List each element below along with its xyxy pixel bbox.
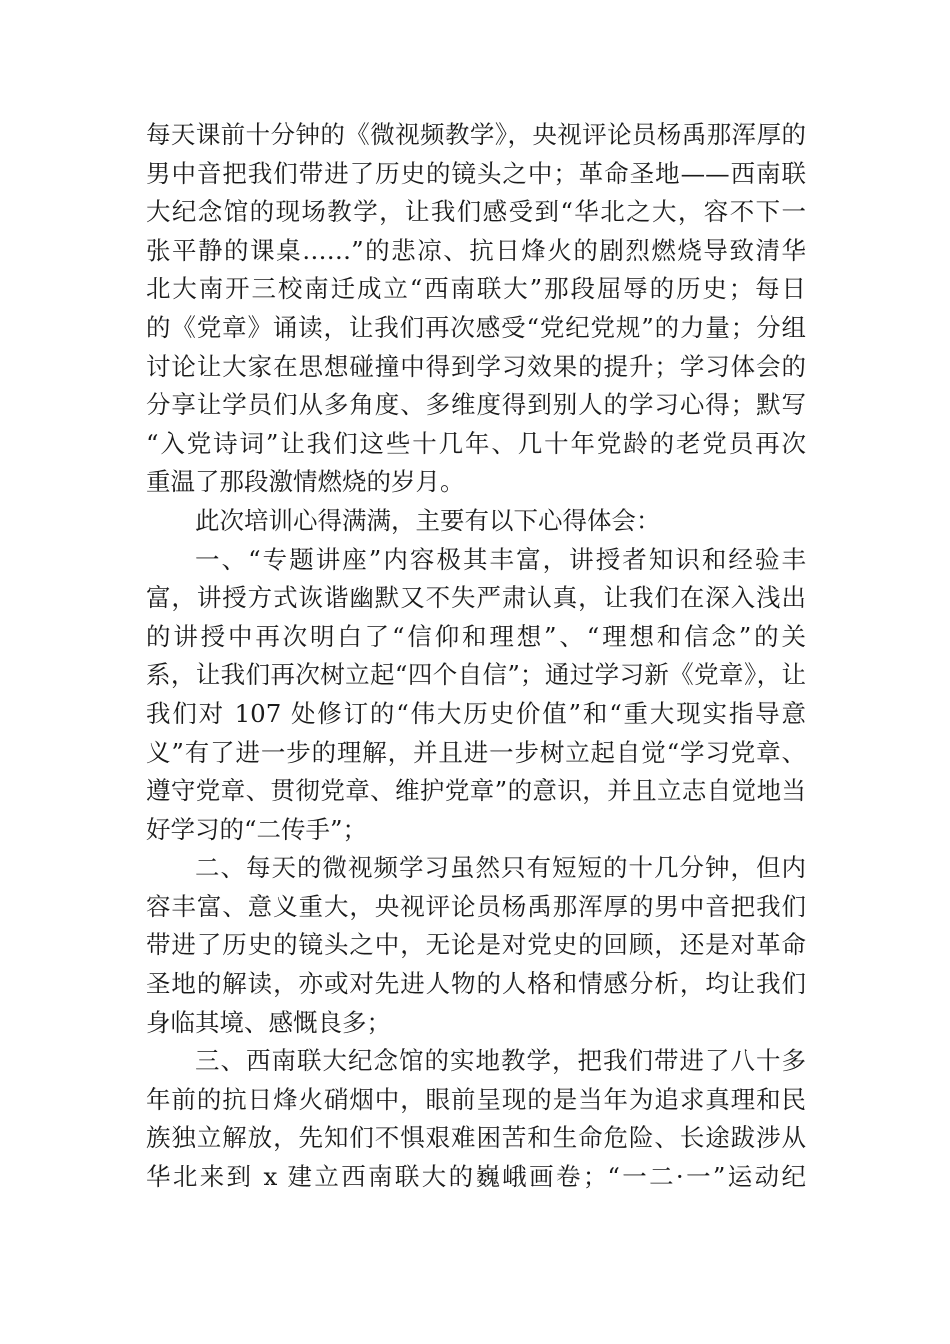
text-line: 分享让学员们从多角度、多维度得到别人的学习心得；默写	[146, 390, 806, 420]
paragraph	[146, 1042, 806, 1196]
text-line: 好学习的“二传手”；	[146, 814, 368, 844]
text-line: 大纪念馆的现场教学，让我们感受到“华北之大，容不下一	[146, 197, 806, 227]
text-line: 此次培训心得满满，主要有以下心得体会：	[195, 505, 661, 535]
text-line: 二、每天的微视频学习虽然只有短短的十几分钟，但内	[195, 853, 806, 883]
text-line: 遵守党章、贯彻党章、维护党章”的意识，并且立志自觉地当	[146, 776, 806, 806]
text-line: 容丰富、意义重大，央视评论员杨禹那浑厚的男中音把我们	[146, 891, 806, 921]
text-line: 圣地的解读，亦或对先进人物的人格和情感分析，均让我们	[146, 969, 806, 999]
text-line: 北大南开三校南迁成立“西南联大”那段屈辱的历史；每日	[146, 274, 806, 304]
paragraph	[146, 502, 806, 541]
text-line: 张平静的课桌……”的悲凉、抗日烽火的剧烈燃烧导致清华	[146, 235, 806, 265]
paragraph	[146, 116, 806, 502]
text-line: 的《党章》诵读，让我们再次感受“党纪党规”的力量；分组	[146, 312, 806, 342]
text-line: 的讲授中再次明白了“信仰和理想”、“理想和信念”的关	[146, 621, 806, 651]
text-line: 重温了那段激情燃烧的岁月。	[146, 467, 465, 497]
document-body	[146, 116, 806, 1197]
paragraph	[146, 541, 806, 850]
text-line: 族独立解放，先知们不惧艰难困苦和生命危险、长途跋涉从	[146, 1123, 806, 1153]
text-line: 三、西南联大纪念馆的实地教学，把我们带进了八十多	[195, 1046, 806, 1076]
text-line: 每天课前十分钟的《微视频教学》，央视评论员杨禹那浑厚的	[146, 120, 806, 149]
text-line: 华北来到 x 建立西南联大的巍峨画卷；“一二·一”运动纪	[146, 1162, 806, 1192]
text-line: 富，讲授方式诙谐幽默又不失严肃认真，让我们在深入浅出	[146, 583, 806, 613]
text-line: “入党诗词”让我们这些十几年、几十年党龄的老党员再次	[146, 428, 806, 458]
text-line: 一、“专题讲座”内容极其丰富，讲授者知识和经验丰	[195, 544, 806, 574]
text-line: 身临其境、感慨良多；	[146, 1007, 391, 1037]
text-line: 系，让我们再次树立起“四个自信”；通过学习新《党章》，让	[146, 660, 806, 690]
paragraph	[146, 849, 806, 1042]
text-line: 讨论让大家在思想碰撞中得到学习效果的提升；学习体会的	[146, 351, 806, 381]
text-line: 带进了历史的镜头之中，无论是对党史的回顾，还是对革命	[146, 930, 806, 960]
text-line: 我们对 107 处修订的“伟大历史价值”和“重大现实指导意	[146, 698, 806, 728]
text-line: 年前的抗日烽火硝烟中，眼前呈现的是当年为追求真理和民	[146, 1084, 806, 1114]
text-line: 男中音把我们带进了历史的镜头之中；革命圣地——西南联	[146, 158, 806, 188]
text-line: 义”有了进一步的理解，并且进一步树立起自觉“学习党章、	[146, 737, 806, 767]
